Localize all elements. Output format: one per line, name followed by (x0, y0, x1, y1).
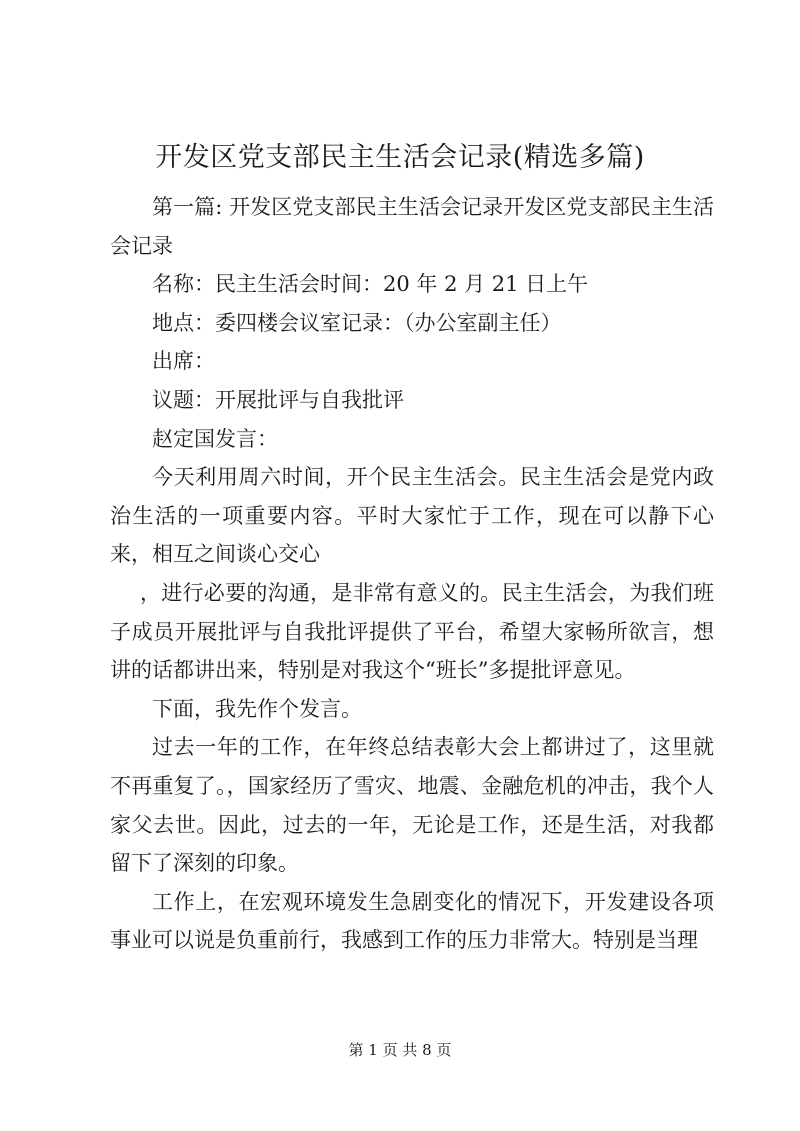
document-title: 开发区党支部民主生活会记录(精选多篇) (155, 142, 645, 173)
paragraph-work: 工作上，在宏观环境发生急剧变化的情况下，开发建设各项事业可以说是负重前行，我感到工作的压力非常大。特别是当理 (110, 889, 714, 953)
paragraph-first-remark: 下面，我先作个发言。 (152, 696, 362, 721)
paragraph-attendance: 出席： (152, 349, 215, 374)
paragraph-location: 地点：委四楼会议室记录：（办公室副主任） (152, 310, 562, 335)
paragraph-opening: 今天利用周六时间，开个民主生活会。民主生活会是党内政治生活的一项重要内容。平时大家忙于工作，现在可以静下心来，相互之间谈心交心 (110, 465, 714, 567)
paragraph-speaker: 赵定国发言： (152, 426, 278, 451)
paragraph-communication: ，进行必要的沟通，是非常有意义的。民主生活会，为我们班子成员开展批评与自我批评提供了平台，希望大家畅所欲言，想讲的话都讲出来，特别是对我这个“班长”多提批评意见。 (110, 580, 714, 683)
paragraph-past-year: 过去一年的工作，在年终总结表彰大会上都讲过了，这里就不再重复了。，国家经历了雪灾、地震、金融危机的冲击，我个人家父去世。因此，过去的一年，无论是工作，还是生活，对我都留下了深刻的印象。 (110, 735, 714, 876)
paragraph-name-time: 名称：民主生活会时间：20 年 2 月 21 日上午 (152, 272, 589, 297)
paragraph-topic: 议题：开展批评与自我批评 (152, 387, 404, 412)
page-number-footer: 第 1 页 共 8 页 (348, 1041, 452, 1059)
paragraph-first-heading: 第一篇: 开发区党支部民主生活会记录开发区党支部民主生活会记录 (110, 195, 714, 258)
document-body (110, 188, 714, 960)
